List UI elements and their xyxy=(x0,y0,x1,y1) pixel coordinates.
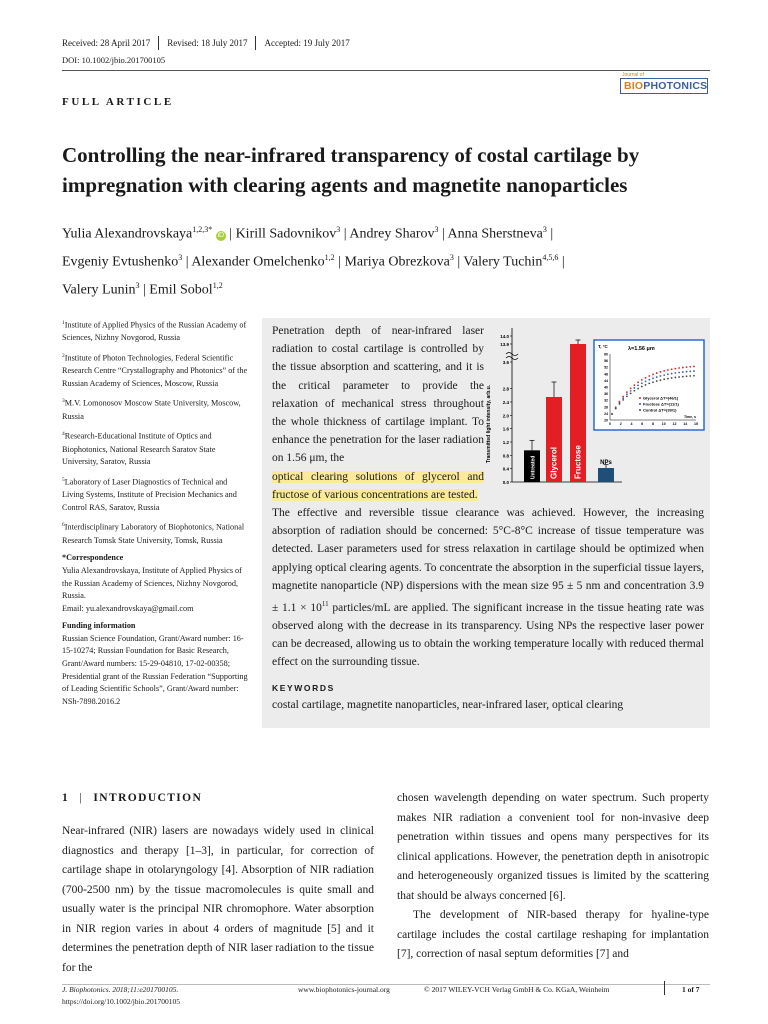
bar-label: Fructose xyxy=(573,445,583,479)
affiliations xyxy=(62,317,248,713)
inset-x-tick: 4 xyxy=(630,422,633,426)
affiliation xyxy=(62,350,248,391)
author-affil: 1,2 xyxy=(324,253,335,263)
footer-copyright: © 2017 WILEY-VCH Verlag GmbH & Co. KGaA, Weinheim xyxy=(424,985,610,994)
inset-x-tick: 12 xyxy=(672,422,677,426)
correspondence-email[interactable]: Email: yu.alexandrovskaya@gmail.com xyxy=(62,603,194,613)
inset-data-point xyxy=(648,375,650,377)
inset-data-point xyxy=(641,386,643,388)
author-name[interactable]: Alexander Omelchenko xyxy=(191,254,325,270)
citation-text: J. Biophotonics. 2018;11:e201700105. xyxy=(62,985,179,994)
inset-data-point xyxy=(622,397,624,399)
inset-data-point xyxy=(652,377,654,379)
author-affil: 3 xyxy=(178,253,183,263)
inset-data-point xyxy=(633,384,635,386)
affil-text: Research-Educational Institute of Optics and Biophotonics, National Research Saratov State University, Saratov, Russia xyxy=(62,432,216,467)
page-number: 1 of 7 xyxy=(682,985,700,994)
inset-x-tick: 14 xyxy=(683,422,688,426)
article-dates xyxy=(62,36,350,50)
inset-data-point xyxy=(678,367,680,369)
inset-data-point xyxy=(630,387,632,389)
author-affil: 1,2 xyxy=(212,281,223,291)
affil-text: Interdisciplinary Laboratory of Biophotonics, National Research Tomsk State University, Tomsk, Russia xyxy=(62,523,245,545)
inset-y-tick: 36 xyxy=(604,392,608,397)
inset-data-point xyxy=(641,379,643,381)
inset-data-point xyxy=(645,380,647,382)
inset-data-point xyxy=(641,382,643,384)
y-tick-label: 2.0 xyxy=(502,413,509,419)
inset-data-point xyxy=(663,378,665,380)
author-affil: 3 xyxy=(434,225,439,234)
inset-data-point xyxy=(693,366,695,368)
inset-legend-marker xyxy=(639,409,641,411)
paragraph: The development of NIR-based therapy for hyaline-type cartilage includes the costal cartilage reshaping for implantation [7], correction of nasal septum deformities [7] and xyxy=(397,909,709,960)
paragraph: Near-infrared (NIR) lasers are nowadays widely used in clinical diagnostics and therapy [1–3], in particular, for correction of cartilage shape in otolaryngology [4]. Absorption of NIR radiation (700-2500 nm) by the tissue macromolecules is quite small and usually water is the principal NIR chromophore. Water absorption in NIR region varies in about 4 orders of magnitude [5] and it determines the penetration depth of NIR laser radiation to the tissue for the xyxy=(62,825,374,974)
inset-data-point xyxy=(626,391,628,393)
inset-data-point xyxy=(682,376,684,378)
inset-data-point xyxy=(645,384,647,386)
inset-data-point xyxy=(630,390,632,392)
correspondence xyxy=(62,552,248,615)
author-list xyxy=(62,218,722,302)
inset-data-point xyxy=(678,376,680,378)
author-separator: | xyxy=(457,254,461,270)
logo-bio: BIO xyxy=(624,80,644,92)
inset-data-point xyxy=(622,396,624,398)
y-tick-label: 2.8 xyxy=(502,386,509,392)
author-name[interactable]: Yulia Alexandrovskaya xyxy=(62,226,193,242)
footer-website[interactable]: www.biophotonics-journal.org xyxy=(298,985,390,994)
author-affil: 3 xyxy=(336,225,341,234)
funding xyxy=(62,620,248,708)
inset-data-point xyxy=(622,399,624,401)
inset-data-point xyxy=(652,381,654,383)
inset-data-point xyxy=(626,393,628,395)
journal-logo xyxy=(620,72,708,94)
bar-label: Untreated xyxy=(530,455,537,479)
header-rule xyxy=(62,70,710,71)
section-title: INTRODUCTION xyxy=(93,792,203,804)
intro-right-column xyxy=(397,789,709,965)
author-separator: | xyxy=(229,226,233,242)
affiliation xyxy=(62,474,248,515)
inset-legend-label: Glycerol ΔT=(46/1) xyxy=(643,395,679,401)
inset-x-tick: 0 xyxy=(609,422,611,426)
y-tick-label: 14.0 xyxy=(500,334,509,339)
inset-data-point xyxy=(611,413,613,415)
inset-y-tick: 24 xyxy=(604,411,608,416)
logo-photonics: PHOTONICS xyxy=(643,80,708,92)
inset-y-tick: 28 xyxy=(604,405,608,410)
affil-num: 2 xyxy=(62,352,65,359)
affiliation xyxy=(62,395,248,423)
inset-data-point xyxy=(633,387,635,389)
y-axis-label: Transmitted light intensity, arb.u. xyxy=(486,384,492,464)
author-separator: | xyxy=(442,226,445,242)
inset-legend-label: Control ΔT=(39/1) xyxy=(643,407,677,413)
abstract-rest-a: The effective and reversible tissue clearance was achieved. However, the increasing absorption of radiation should be concerned: 5°C-8°C increase of tissue temperature was detected. Laser parameters used for stress relaxation in cartilage should be optimized when applying optical clearing agents. To concentrate the absorption in the superficial tissue layers, magnetite nanoparticle (NP) dispersions with the mean size 95 ± 5 nm and concentration 3.9 ± 1.1 × 10 xyxy=(272,507,704,614)
author-name[interactable]: Emil Sobol xyxy=(149,282,213,298)
inset-x-tick: 8 xyxy=(652,422,654,426)
abstract-highlight: optical clearing solutions of glycerol and fructose of various concentrations are tested. xyxy=(272,470,484,501)
inset-data-point xyxy=(663,370,665,372)
logo-small-text: Journal of xyxy=(622,72,644,78)
inset-data-point xyxy=(660,375,662,377)
y-tick-label: 13.9 xyxy=(500,342,509,347)
inset-data-point xyxy=(689,366,691,368)
author-name[interactable]: Mariya Obrezkova xyxy=(344,254,450,270)
inset-data-point xyxy=(660,371,662,373)
date-divider xyxy=(255,36,256,50)
author-separator: | xyxy=(142,282,146,298)
bar-label: NPs xyxy=(600,460,612,466)
keywords-heading: KEYWORDS xyxy=(272,683,335,693)
inset-data-point xyxy=(671,377,673,379)
y-tick-label: 1.6 xyxy=(502,426,509,432)
bar-label: Glycerol xyxy=(549,446,559,479)
inset-data-point xyxy=(615,408,617,410)
author-affil: 3 xyxy=(449,253,454,263)
inset-data-point xyxy=(648,379,650,381)
inset-data-point xyxy=(660,379,662,381)
affiliation xyxy=(62,317,248,345)
y-tick-label: 1.2 xyxy=(502,440,509,445)
inset-data-point xyxy=(667,373,669,375)
inset-data-point xyxy=(674,372,676,374)
footer-divider xyxy=(664,981,665,995)
funding-text: Russian Science Foundation, Grant/Award number: 16-15-10274; Russian Foundation for Basic Research, Grant/Award numbers: 15-29-04810, 17-02-00358; Presidential grant of the Russian Federation “Supporting of Leading Scientific Schools”, Grant/Award number: NSh-7898.2016.2 xyxy=(62,633,248,706)
inset-y-tick: 20 xyxy=(604,418,608,423)
correspondence-text: Yulia Alexandrovskaya, Institute of Applied Physics of the Russian Academy of Sciences, Nizhny Novgorod, Russia. xyxy=(62,565,242,601)
received-date: Received: 28 April 2017 xyxy=(62,38,151,48)
title-line: Controlling the near-infrared transparency of costal cartilage by xyxy=(62,143,640,167)
author-separator: | xyxy=(185,254,189,270)
inset-y-tick: 48 xyxy=(604,372,608,377)
affiliation xyxy=(62,428,248,469)
intro-left-column xyxy=(62,822,374,978)
inset-data-point xyxy=(667,369,669,371)
inset-y-tick: 56 xyxy=(604,359,608,364)
revised-date: Revised: 18 July 2017 xyxy=(167,38,248,48)
inset-data-point xyxy=(656,380,658,382)
y-tick-label: 0.0 xyxy=(502,480,509,485)
author-name[interactable]: Evgeniy Evtushenko xyxy=(62,254,179,270)
y-tick-label: 2.4 xyxy=(502,400,509,405)
graphical-abstract-chart xyxy=(482,324,708,486)
abstract-exponent: 11 xyxy=(321,600,329,609)
inset-x-tick: 10 xyxy=(661,422,666,426)
inset-data-point xyxy=(686,366,688,368)
abstract-rest-b: particles/mL are applied. The significant increase in the tissue heating rate was observed along with the decrease in its transparency. Using NPs the respective laser power can be decreased, allowing us to obtain the working temperature locally with reduced thermal effect on the surrounding tissue. xyxy=(272,601,704,669)
inset-data-point xyxy=(674,368,676,370)
affil-num: 6 xyxy=(62,522,65,529)
article-title xyxy=(62,140,722,200)
abstract-rest xyxy=(272,504,704,672)
inset-data-point xyxy=(656,376,658,378)
inset-data-point xyxy=(682,371,684,373)
inset-data-point xyxy=(633,390,635,392)
inset-x-label: Time, s xyxy=(684,415,696,419)
inset-data-point xyxy=(656,372,658,374)
author-affil: 1,2,3* xyxy=(192,225,213,234)
author-name[interactable]: Valery Lunin xyxy=(62,282,136,298)
affil-text: M.V. Lomonosov Moscow State University, Moscow, Russia xyxy=(62,399,241,421)
inset-data-point xyxy=(667,378,669,380)
author-separator: | xyxy=(550,226,554,242)
inset-data-point xyxy=(693,375,695,377)
inset-title: λ=1.56 μm xyxy=(628,346,655,352)
inset-data-point xyxy=(637,388,639,390)
correspondence-heading: *Correspondence xyxy=(62,553,124,563)
logo-box xyxy=(620,78,708,94)
article-type: FULL ARTICLE xyxy=(62,96,174,108)
inset-data-point xyxy=(671,373,673,375)
inset-y-tick: 52 xyxy=(604,365,608,370)
inset-data-point xyxy=(682,367,684,369)
author-affil: 3 xyxy=(135,281,140,291)
author-name[interactable]: Kirill Sadovnikov xyxy=(235,226,337,242)
inset-data-point xyxy=(686,375,688,377)
paragraph: chosen wavelength depending on water spectrum. Such property makes NIR radiation a convenient tool for non-invasive deep penetration within tissues and opens many perspectives for its clinical applications. However, the penetration depth in anisotropic and heterogeneously organized tissues is limited by the scattering that should be always concerned [6]. xyxy=(397,792,709,902)
inset-data-point xyxy=(674,377,676,379)
author-name[interactable]: Anna Sherstneva xyxy=(447,226,543,242)
inset-y-tick: 44 xyxy=(604,378,608,383)
footer-doi-link[interactable]: https://doi.org/10.1002/jbio.201700105 xyxy=(62,997,180,1006)
affil-text: Institute of Applied Physics of the Russian Academy of Sciences, Nizhny Novgorod, Russia xyxy=(62,320,247,343)
affil-num: 4 xyxy=(62,431,65,438)
inset-data-point xyxy=(663,374,665,376)
inset-legend-marker xyxy=(639,403,641,405)
affiliation xyxy=(62,519,248,547)
affil-num: 1 xyxy=(62,320,65,326)
inset-data-point xyxy=(689,375,691,377)
y-tick-label: 0.8 xyxy=(502,453,509,459)
funding-heading: Funding information xyxy=(62,621,136,631)
bar xyxy=(598,468,614,482)
author-separator: | xyxy=(338,254,341,270)
orcid-icon[interactable]: iD xyxy=(217,231,225,239)
affil-text: Institute of Photon Technologies, Federal Scientific Research Centre “Crystallography and Photonics” of the Russian Academy of Sciences, Moscow, Russia xyxy=(62,353,248,388)
inset-data-point xyxy=(678,372,680,374)
inset-data-point xyxy=(630,392,632,394)
inset-legend-label: Fructose ΔT=(11/1) xyxy=(643,401,679,407)
inset-data-point xyxy=(637,381,639,383)
footer-citation xyxy=(62,985,178,994)
inset-y-tick: 40 xyxy=(604,385,608,390)
inset-data-point xyxy=(693,370,695,372)
section-separator: | xyxy=(79,792,84,804)
affil-num: 5 xyxy=(62,476,65,483)
inset-legend-marker xyxy=(639,397,641,399)
inset-data-point xyxy=(652,374,654,376)
inset-data-point xyxy=(671,368,673,370)
doi: DOI: 10.1002/jbio.201700105 xyxy=(62,55,166,65)
affil-text: Laboratory of Laser Diagnostics of Technical and Living Systems, Institute of Precision Mechanics and Control RAS, Saratov, Russia xyxy=(62,477,237,512)
inset-x-tick: 2 xyxy=(619,422,622,426)
abstract-wrapped: Penetration depth of near-infrared laser radiation to costal cartilage is controlled by the tissue absorption and scattering, and it is the critical parameter to provide the relaxation of mechanical stress throughout the whole thickness of cartilage implant. To enhance the penetration for the laser radiation on 1.56 μm, the xyxy=(272,325,484,465)
inset-data-point xyxy=(619,403,621,405)
y-tick-label: 3.6 xyxy=(502,360,509,365)
inset-data-point xyxy=(689,370,691,372)
inset-data-point xyxy=(648,383,650,385)
title-line: impregnation with clearing agents and magnetite nanoparticles xyxy=(62,173,628,197)
affil-num: 3 xyxy=(62,398,65,405)
inset-data-point xyxy=(626,395,628,397)
author-affil: 4,5,6 xyxy=(542,253,559,263)
author-name[interactable]: Andrey Sharov xyxy=(349,226,435,242)
accepted-date: Accepted: 19 July 2017 xyxy=(264,38,350,48)
inset-y-label: T, °C xyxy=(598,344,608,349)
section-number: 1 xyxy=(62,792,70,804)
inset-y-tick: 32 xyxy=(604,398,608,403)
keywords: costal cartilage, magnetite nanoparticles, near-infrared laser, optical clearing xyxy=(272,699,624,711)
author-separator: | xyxy=(343,226,347,242)
inset-data-point xyxy=(686,371,688,373)
inset-data-point xyxy=(637,385,639,387)
y-tick-label: 0.4 xyxy=(502,466,509,472)
author-affil: 3 xyxy=(542,225,547,234)
date-divider xyxy=(158,36,159,50)
author-separator: | xyxy=(561,254,565,270)
inset-data-point xyxy=(645,377,647,379)
author-name[interactable]: Valery Tuchin xyxy=(463,254,543,270)
inset-y-tick: 60 xyxy=(604,352,608,357)
section-heading xyxy=(62,792,202,804)
inset-x-tick: 15 xyxy=(694,422,698,426)
inset-x-tick: 6 xyxy=(641,422,644,426)
